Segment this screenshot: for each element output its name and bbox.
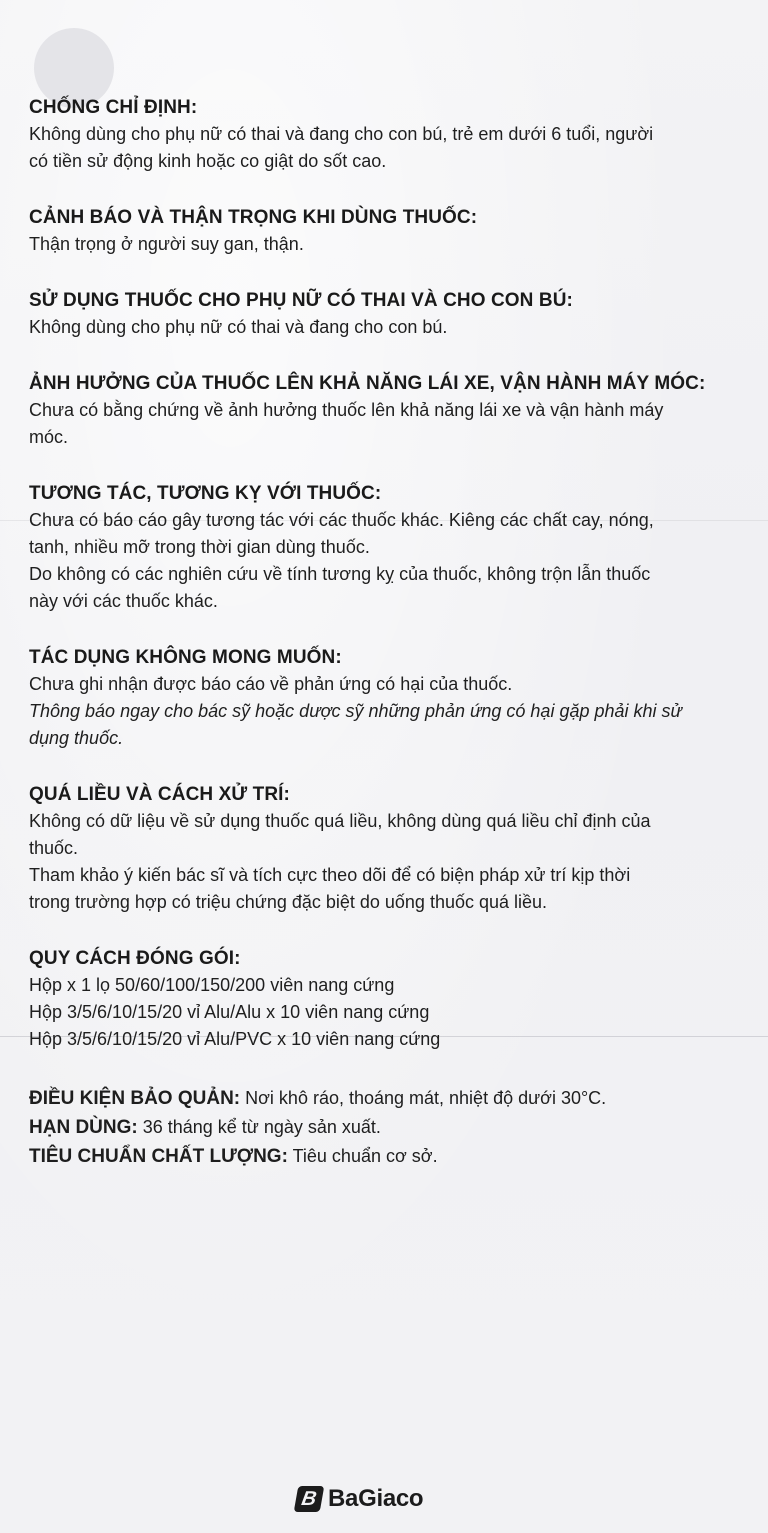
section-title: CẢNH BÁO VÀ THẬN TRỌNG KHI DÙNG THUỐC: bbox=[29, 207, 478, 228]
section-title: TÁC DỤNG KHÔNG MONG MUỐN: bbox=[29, 647, 342, 668]
section-line: Thận trọng ở người suy gan, thận. bbox=[29, 234, 304, 254]
storage-label: ĐIỀU KIỆN BẢO QUẢN: bbox=[29, 1088, 241, 1109]
section-title: ẢNH HƯỞNG CỦA THUỐC LÊN KHẢ NĂNG LÁI XE, VẬN HÀNH MÁY MÓC: bbox=[29, 373, 706, 394]
section-side-effects bbox=[29, 644, 745, 752]
expiry-label: HẠN DÙNG: bbox=[29, 1117, 138, 1138]
section-title: QUÁ LIỀU VÀ CÁCH XỬ TRÍ: bbox=[29, 784, 290, 805]
expiry-row bbox=[29, 1113, 745, 1142]
section-line: Hộp 3/5/6/10/15/20 vỉ Alu/Alu x 10 viên nang cứng bbox=[29, 1002, 430, 1022]
section-pregnancy bbox=[29, 287, 745, 341]
section-line: tanh, nhiều mỡ trong thời gian dùng thuốc. bbox=[29, 537, 370, 557]
section-line: có tiền sử động kinh hoặc co giật do sốt cao. bbox=[29, 151, 387, 171]
section-packaging bbox=[29, 945, 745, 1053]
section-line: Hộp 3/5/6/10/15/20 vỉ Alu/PVC x 10 viên nang cứng bbox=[29, 1029, 441, 1049]
quality-value: Tiêu chuẩn cơ sở. bbox=[287, 1146, 438, 1166]
section-line-italic: dụng thuốc. bbox=[29, 728, 124, 748]
section-line: Tham khảo ý kiến bác sĩ và tích cực theo dõi để có biện pháp xử trí kịp thời bbox=[29, 865, 631, 885]
section-interactions bbox=[29, 480, 745, 615]
brand-logo bbox=[296, 1483, 423, 1515]
quality-row bbox=[29, 1142, 745, 1171]
section-line-italic: Thông báo ngay cho bác sỹ hoặc dược sỹ những phản ứng có hại gặp phải khi sử bbox=[29, 701, 682, 721]
section-line: Chưa có báo cáo gây tương tác với các thuốc khác. Kiêng các chất cay, nóng, bbox=[29, 510, 654, 530]
section-line: này với các thuốc khác. bbox=[29, 591, 218, 611]
brand-name: BaGiaco bbox=[328, 1485, 424, 1512]
section-line: Không dùng cho phụ nữ có thai và đang cho con bú. bbox=[29, 317, 448, 337]
leaflet-content bbox=[29, 94, 745, 1171]
storage-row bbox=[29, 1084, 745, 1113]
section-line: thuốc. bbox=[29, 838, 79, 858]
section-title: SỬ DỤNG THUỐC CHO PHỤ NỮ CÓ THAI VÀ CHO CON BÚ: bbox=[29, 290, 573, 311]
section-overdose bbox=[29, 781, 745, 916]
section-title: TƯƠNG TÁC, TƯƠNG KỴ VỚI THUỐC: bbox=[29, 483, 382, 504]
section-line: móc. bbox=[29, 427, 69, 447]
brand-logo-icon: B bbox=[294, 1486, 325, 1512]
section-line: Do không có các nghiên cứu về tính tương kỵ của thuốc, không trộn lẫn thuốc bbox=[29, 564, 651, 584]
expiry-value: 36 tháng kể từ ngày sản xuất. bbox=[137, 1117, 381, 1137]
section-title: QUY CÁCH ĐÓNG GÓI: bbox=[29, 948, 241, 969]
storage-info bbox=[29, 1084, 745, 1171]
section-line: Hộp x 1 lọ 50/60/100/150/200 viên nang cứng bbox=[29, 975, 395, 995]
section-title: CHỐNG CHỈ ĐỊNH: bbox=[29, 97, 198, 118]
section-warnings bbox=[29, 204, 745, 258]
quality-label: TIÊU CHUẨN CHẤT LƯỢNG: bbox=[29, 1146, 288, 1167]
section-line: Chưa ghi nhận được báo cáo về phản ứng có hại của thuốc. bbox=[29, 674, 513, 694]
section-line: Chưa có bằng chứng về ảnh hưởng thuốc lên khả năng lái xe và vận hành máy bbox=[29, 400, 664, 420]
section-line: Không có dữ liệu về sử dụng thuốc quá liều, không dùng quá liều chỉ định của bbox=[29, 811, 651, 831]
storage-value: Nơi khô ráo, thoáng mát, nhiệt độ dưới 30°C. bbox=[240, 1088, 607, 1108]
section-contraindications bbox=[29, 94, 745, 175]
section-line: trong trường hợp có triệu chứng đặc biệt do uống thuốc quá liều. bbox=[29, 892, 548, 912]
section-driving bbox=[29, 370, 745, 451]
section-line: Không dùng cho phụ nữ có thai và đang cho con bú, trẻ em dưới 6 tuổi, người bbox=[29, 124, 654, 144]
